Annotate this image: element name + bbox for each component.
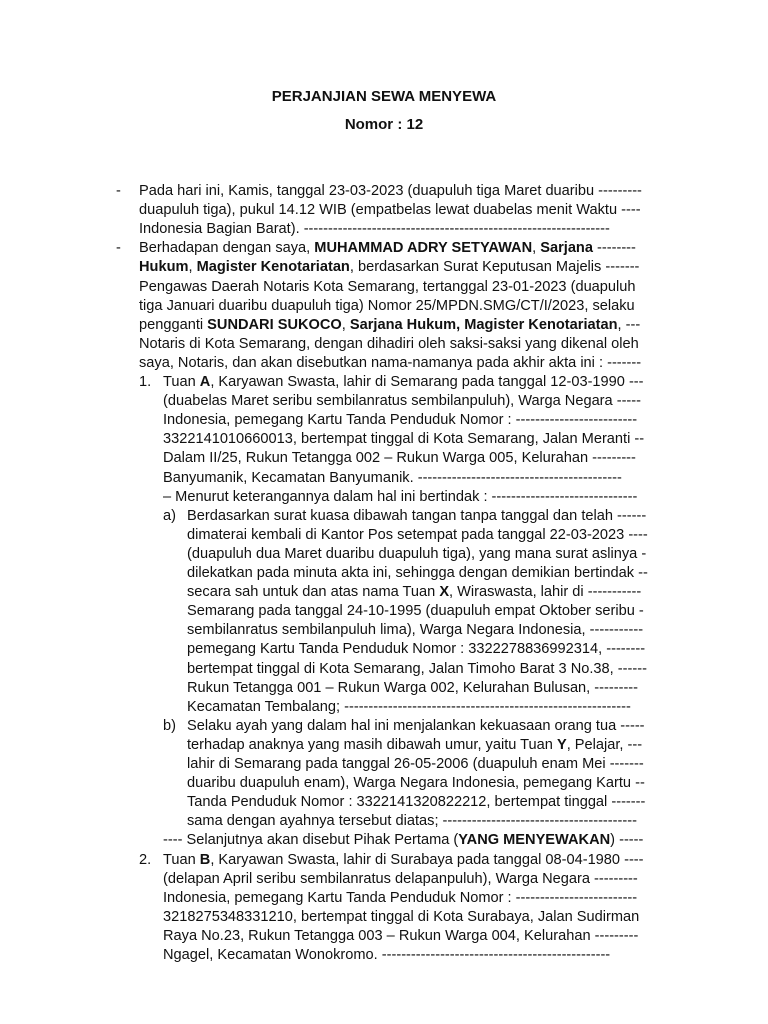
document-line: Dalam II/25, Rukun Tetangga 002 – Rukun Warga 005, Kelurahan --------- [163, 450, 636, 467]
document-line: Raya No.23, Rukun Tetangga 003 – Rukun Warga 004, Kelurahan --------- [163, 927, 639, 944]
document-line: Tuan B, Karyawan Swasta, lahir di Surabaya pada tanggal 08-04-1980 ---- [163, 851, 644, 868]
document-line: Tanda Penduduk Nomor : 3322141320822212, bertempat tinggal ------- [187, 794, 646, 811]
document-line: terhadap anaknya yang masih dibawah umur, yaitu Tuan Y, Pelajar, --- [187, 736, 643, 753]
document-line: Pada hari ini, Kamis, tanggal 23-03-2023 (duapuluh tiga Maret duaribu --------- [139, 183, 642, 199]
document-line: tiga Januari duaribu duapuluh tiga) Nomor 25/MPDN.SMG/CT/I/2023, selaku [139, 297, 635, 314]
document-line: Kecamatan Tembalang; ----------------------------------------------------------- [187, 698, 631, 715]
document-line: Indonesia Bagian Barat). --------------------------------------------------------------- [139, 221, 610, 238]
document-line: (duabelas Maret seribu sembilanratus sembilanpuluh), Warga Negara ----- [163, 393, 642, 410]
document-line: dimaterai kembali di Kantor Pos setempat pada tanggal 22-03-2023 ---- [187, 526, 648, 543]
document-line: dilekatkan pada minuta akta ini, sehingga dengan demikian bertindak -- [187, 565, 648, 581]
document-line: duapuluh tiga), pukul 14.12 WIB (empatbelas lewat duabelas menit Waktu ---- [139, 202, 641, 219]
document-line: Berhadapan dengan saya, MUHAMMAD ADRY SETYAWAN, Sarjana -------- [139, 240, 636, 257]
document-line: (delapan April seribu sembilanratus delapanpuluh), Warga Negara --------- [163, 870, 638, 887]
document-line: – Menurut keterangannya dalam hal ini bertindak : ------------------------------ [163, 488, 638, 505]
document-line: pemegang Kartu Tanda Penduduk Nomor : 3322278836992314, -------- [187, 641, 646, 658]
document-line: secara sah untuk dan atas nama Tuan X, Wiraswasta, lahir di ----------- [187, 584, 642, 601]
document-line: Semarang pada tanggal 24-10-1995 (duapuluh empat Oktober seribu - [187, 603, 644, 620]
document-line: Hukum, Magister Kenotariatan, berdasarkan Surat Keputusan Majelis ------- [139, 259, 640, 276]
document-line: Banyumanik, Kecamatan Banyumanik. ------------------------------------------ [163, 469, 622, 486]
document-line: Ngagel, Kecamatan Wonokromo. ----------------------------------------------- [163, 947, 611, 963]
document-line: Selaku ayah yang dalam hal ini menjalankan kekuasaan orang tua ----- [187, 717, 645, 734]
document-line: lahir di Semarang pada tanggal 26-05-2006 (duapuluh enam Mei ------- [187, 756, 644, 772]
document-number: Nomor : 12 [344, 116, 424, 133]
document-line: saya, Notaris, dan akan disebutkan nama-namanya pada akhir akta ini : ------- [139, 354, 642, 371]
document-line: 3218275348331210, bertempat tinggal di Kota Surabaya, Jalan Sudirman [163, 908, 640, 925]
list-number-marker: 1. [139, 374, 152, 390]
bullet-marker: - [116, 183, 121, 199]
document-line: Indonesia, pemegang Kartu Tanda Penduduk Nomor : ------------------------- [163, 412, 638, 429]
list-letter-marker: a) [163, 507, 176, 524]
document-line: sama dengan ayahnya tersebut diatas; ---------------------------------------- [187, 813, 637, 830]
document-line: 3322141010660013, bertempat tinggal di Kota Semarang, Jalan Meranti -- [163, 431, 645, 448]
document-line: Rukun Tetangga 001 – Rukun Warga 002, Kelurahan Bulusan, --------- [187, 679, 639, 696]
document-line: Pengawas Daerah Notaris Kota Semarang, tertanggal 23-01-2023 (duapuluh [139, 278, 636, 295]
bullet-marker: - [116, 240, 121, 257]
document-title: PERJANJIAN SEWA MENYEWA [271, 88, 497, 105]
document-line: Indonesia, pemegang Kartu Tanda Penduduk Nomor : ------------------------- [163, 889, 638, 906]
document-line: Berdasarkan surat kuasa dibawah tangan tanpa tanggal dan telah ------ [187, 507, 647, 524]
document-line: pengganti SUNDARI SUKOCO, Sarjana Hukum, Magister Kenotariatan, --- [139, 316, 641, 333]
document-line: duaribu duapuluh enam), Warga Negara Indonesia, pemegang Kartu -- [187, 775, 645, 792]
document-line: sembilanratus sembilanpuluh lima), Warga Negara Indonesia, ----------- [187, 622, 644, 639]
list-letter-marker: b) [163, 717, 176, 734]
document-line: Tuan A, Karyawan Swasta, lahir di Semarang pada tanggal 12-03-1990 --- [163, 374, 644, 390]
document-line: Notaris di Kota Semarang, dengan dihadiri oleh saksi-saksi yang dikenal oleh [139, 335, 639, 352]
document-line: (duapuluh dua Maret duaribu duapuluh tiga), yang mana surat aslinya - [187, 545, 647, 562]
list-number-marker: 2. [139, 851, 152, 868]
document-line: bertempat tinggal di Kota Semarang, Jalan Timoho Barat 3 No.38, ------ [187, 660, 647, 677]
document-line: ---- Selanjutnya akan disebut Pihak Pertama (YANG MENYEWAKAN) ----- [163, 832, 644, 849]
